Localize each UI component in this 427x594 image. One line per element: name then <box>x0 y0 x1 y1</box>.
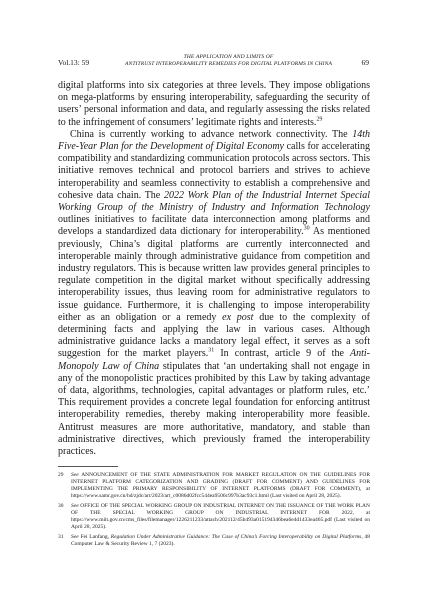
text-run: due to the complexity of determining facts and applying the law in various cases. Although administrative guidance lacks a mandatory legal effect, it serves as a soft suggestion for the market players. <box>58 311 370 360</box>
footnote-text <box>71 534 370 548</box>
text-run: outlines initiatives to facilitate data interconnection among platforms and develops a standardized data dictionary for interoperability. <box>58 214 370 238</box>
paragraph-2 <box>58 129 370 458</box>
footnote-body: ANNOUNCEMENT OF THE STATE ADMINISTRATION FOR MARKET REGULATION ON THE GUIDELINES FOR INTERNET PLATFORM CATEGORIZATION AND GRADING (DRAFT FOR COMMENT) AND GUIDELINES FOR IMPLEMENTING THE PRIMARY RESPONSIBILITY OF INTERNET PLATFORMS (DRAFT FOR COMMENT), at https://www.samr.gov.cn/hd/zjdc/art/2023/art_c0086d02fcc544ea9506c997b3ac93c1.html (Last visited on April 28, 2025). <box>71 472 370 500</box>
text-run: As mentioned previously, China’s digital platforms are currently interconnected and interoperable mainly through administrative guidance from competition and industry regulators. This is because written law provides general principles to regulate competition in the digital market without specifically addressing interoperability issues, thus leaving room for administrative regulators to issue guidance. Furthermore, it is challenging to impose interoperability either as an obligation or a remedy <box>58 226 370 323</box>
footnote-divider <box>58 466 118 467</box>
footnote-30 <box>58 503 370 531</box>
running-title-line-1: THE APPLICATION AND LIMITS OF <box>183 54 274 60</box>
footnote-citation: , 48 Computer Law & Security Review 1, 7 (2023). <box>71 533 371 548</box>
italic-title: Anti-Monopoly Law of China <box>58 348 371 372</box>
italic-title: 2022 Work Plan of the Industrial Internet Special Working Group of the Ministry of Industry and Information Technology <box>58 189 370 214</box>
footnote-ref-30: 30 <box>303 226 310 233</box>
text-run: China is currently working to advance network connectivity. The <box>70 128 353 140</box>
paragraph-1 <box>58 80 370 129</box>
see-signal: See <box>71 472 79 478</box>
footnote-text <box>71 503 370 531</box>
footnote-number: 30 <box>58 502 64 509</box>
volume-label: Vol.13: 59 <box>58 58 90 67</box>
footnote-31 <box>58 534 370 548</box>
text-run: calls for accelerating compatibility and standardizing communication protocols across sectors. This initiative removes technical and protocol barriers and strives to achieve interoperability and seamless connectivity to establish a comprehensive and cohesive data chain. The <box>58 141 371 201</box>
italic-term: ex post <box>222 311 254 323</box>
footnote-ref-31: 31 <box>208 348 215 355</box>
running-title-line-2: ANTITRUST INTEROPERABILITY REMEDIES FOR DIGITAL PLATFORMS IN CHINA <box>125 61 332 67</box>
footnote-body: OFFICE OF THE SPECIAL WORKING GROUP ON INDUSTRIAL INTERNET ON THE ISSUANCE OF THE WORK PLAN OF THE SPECIAL WORKING GROUP ON INDUSTRIAL INTERNET FOR 2022, at https://www.miit.gov.cn/cms_files/filemanager/1226211233/attach/202112/45b493a015194346bea6e4d1433ea465.pdf (Last visited on April 28, 2025). <box>71 502 370 531</box>
running-title <box>118 54 339 68</box>
running-header <box>58 54 369 78</box>
footnote-article-title: Regulation Under Administrative Guidance: The Case of China’s Forcing Interoperability on Digital Platforms <box>110 533 362 540</box>
footnote-text <box>71 472 370 500</box>
see-signal: See <box>71 502 79 509</box>
text-run: In contrast, article 9 of the <box>214 348 351 360</box>
italic-title: 14th Five-Year Plan for the Development of Digital Economy <box>58 128 370 153</box>
paragraph-1-text: digital platforms into six categories at three levels. They impose obligations on mega-platforms by ensuring interoperability, safeguarding the security of users’ personal information and data, and regularly assessing the risks related to the infringement of consumers’ legitimate rights and interests. <box>58 80 370 128</box>
see-signal: See <box>71 533 79 540</box>
footnote-author: Fei Lanfang, <box>78 533 111 540</box>
footnote-ref-29: 29 <box>316 116 323 123</box>
footnote-29 <box>58 472 370 500</box>
footnotes <box>58 472 370 551</box>
text-run: stipulates that ‘an undertaking shall not engage in any of the monopolistic practices prohibited by this Law by taking advantage of data, algorithms, technologies, capital advantages or platform rules, etc.’ This requirement provides a concrete legal foundation for enforcing antitrust interoperability remedies, thereby making interoperability more feasible. Antitrust measures are more authoritative, mandatory, and stable than administrative directives, which previously framed the interoperability practices. <box>58 360 370 458</box>
body-text <box>58 80 370 458</box>
footnote-number: 31 <box>58 533 64 540</box>
footnote-number: 29 <box>58 472 64 478</box>
page-number: 69 <box>361 58 369 67</box>
